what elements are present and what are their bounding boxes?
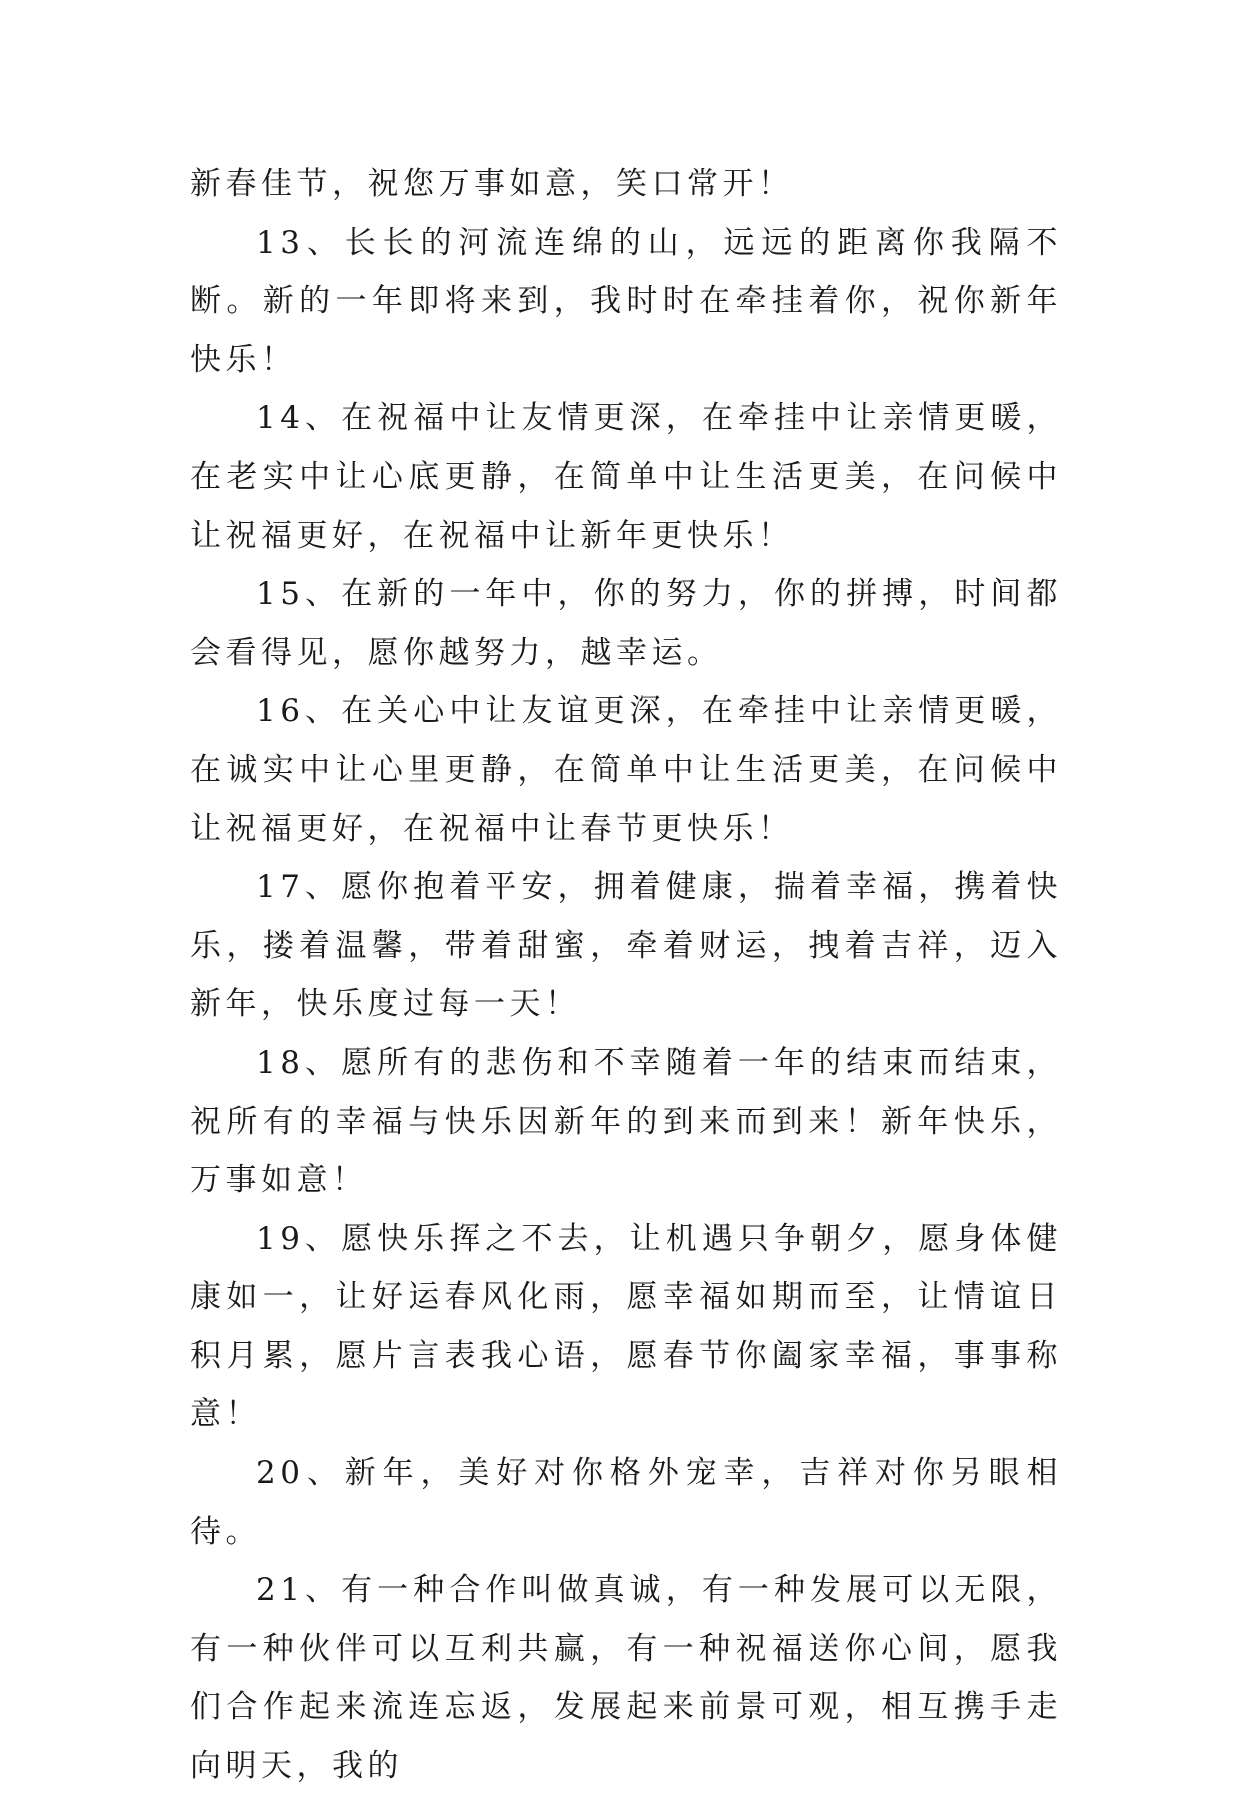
paragraph-17: 17、愿你抱着平安，拥着健康，揣着幸福，携着快乐，搂着温馨，带着甜蜜，牵着财运，拽着吉祥，迈入新年，快乐度过每一天！ [190, 869, 1062, 1023]
paragraph-1: 新春佳节，祝您万事如意，笑口常开！ [190, 166, 794, 202]
paragraph-15: 15、在新的一年中，你的努力，你的拼搏，时间都会看得见，愿你越努力，越幸运。 [190, 576, 1062, 671]
paragraph-13: 13、长长的河流连绵的山，远远的距离你我隔不断。新的一年即将来到，我时时在牵挂着你，祝你新年快乐！ [190, 224, 1062, 378]
paragraph-21: 21、有一种合作叫做真诚，有一种发展可以无限，有一种伙伴可以互利共赢，有一种祝福送你心间，愿我们合作起来流连忘返，发展起来前景可观，相互携手走向明天，我的 [190, 1572, 1062, 1785]
paragraph-16: 16、在关心中让友谊更深，在牵挂中让亲情更暖，在诚实中让心里更静，在简单中让生活更美，在问候中让祝福更好，在祝福中让春节更快乐！ [190, 693, 1062, 847]
document-body [190, 155, 1062, 1796]
paragraph-14: 14、在祝福中让友情更深，在牵挂中让亲情更暖，在老实中让心底更静，在简单中让生活更美，在问候中让祝福更好，在祝福中让新年更快乐！ [190, 400, 1062, 554]
paragraph-18: 18、愿所有的悲伤和不幸随着一年的结束而结束，祝所有的幸福与快乐因新年的到来而到来！新年快乐，万事如意！ [190, 1044, 1062, 1199]
paragraph-20: 20、新年，美好对你格外宠幸，吉祥对你另眼相待。 [190, 1455, 1062, 1550]
paragraph-19: 19、愿快乐挥之不去，让机遇只争朝夕，愿身体健康如一，让好运春风化雨，愿幸福如期而至，让情谊日积月累，愿片言表我心语，愿春节你阖家幸福，事事称意！ [190, 1220, 1062, 1433]
